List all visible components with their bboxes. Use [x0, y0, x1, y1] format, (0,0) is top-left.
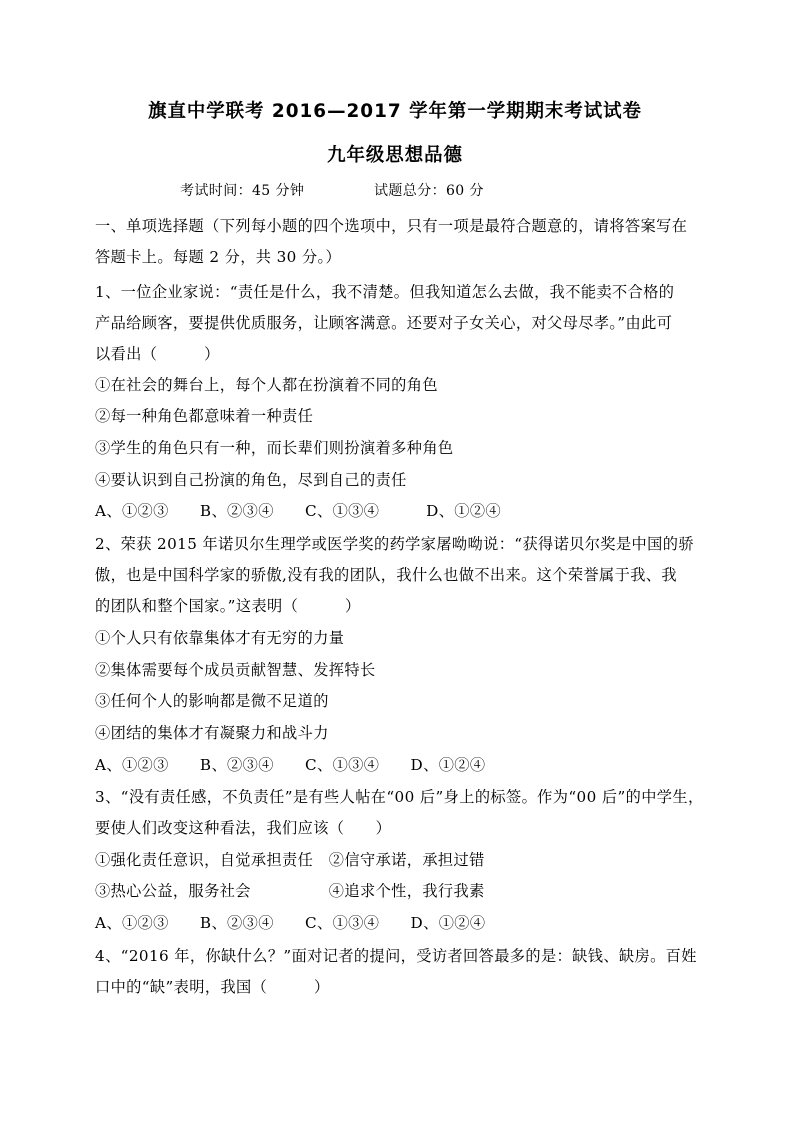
question-1-statement-4: ④要认识到自己扮演的角色，尽到自己的责任 [95, 471, 407, 489]
question-3-stem-line-2: 要使人们改变这种看法，我们应该（ ） [95, 819, 392, 837]
exam-time: 考试时间：45 分钟 [180, 183, 305, 199]
question-1-stem-line-2: 产品给顾客，要提供优质服务，让顾客满意。还要对子女关心，对父母尽孝。”由此可 [95, 314, 673, 332]
question-2-stem-line-3: 的团队和整个国家。”这表明（ ） [95, 597, 361, 615]
question-2-stem-line-2: 傲，也是中国科学家的骄傲,没有我的团队，我什么也做不出来。这个荣誉属于我、我 [95, 566, 677, 584]
question-1-options: A、①②③ B、②③④ C、①③④ D、①②④ [95, 502, 502, 520]
question-3-statements-row-1: ①强化责任意识，自觉承担责任 ②信守承诺，承担过错 [95, 851, 485, 869]
question-4-stem-line-2: 口中的“缺”表明，我国（ ） [95, 978, 330, 996]
question-3-options: A、①②③ B、②③④ C、①③④ D、①②④ [95, 914, 486, 932]
exam-title: 旗直中学联考 2016—2017 学年第一学期期末考试试卷 [148, 101, 642, 122]
question-2-stem-line-1: 2、荣获 2015 年诺贝尔生理学或医学奖的药学家屠呦呦说：“获得诺贝尔奖是中国的骄 [95, 535, 694, 553]
question-2-statement-2: ②集体需要每个成员贡献智慧、发挥特长 [95, 661, 376, 679]
question-1-statement-1: ①在社会的舞台上，每个人都在扮演着不同的角色 [95, 376, 438, 394]
question-2-statement-1: ①个人只有依靠集体才有无穷的力量 [95, 629, 345, 647]
question-4-stem-line-1: 4、“2016 年，你缺什么？”面对记者的提问，受访者回答最多的是：缺钱、缺房。百姓 [95, 947, 697, 965]
question-1-statement-3: ③学生的角色只有一种，而长辈们则扮演着多种角色 [95, 439, 454, 457]
section-instructions-line-2: 答题卡上。每题 2 分，共 30 分。） [95, 248, 342, 266]
question-1-stem-line-1: 1、一位企业家说：“责任是什么，我不清楚。但我知道怎么去做，我不能卖不合格的 [95, 283, 675, 301]
exam-total-score: 试题总分：60 分 [374, 183, 484, 199]
question-1-stem-line-3: 以看出（ ） [95, 345, 220, 363]
question-3-stem-line-1: 3、“没有责任感，不负责任”是有些人帖在“00 后”身上的标签。作为“00 后”的中学生， [95, 788, 704, 806]
question-2-options: A、①②③ B、②③④ C、①③④ D、①②④ [95, 756, 486, 774]
question-1-statement-2: ②每一种角色都意味着一种责任 [95, 407, 314, 425]
section-instructions-line-1: 一、单项选择题（下列每小题的四个选项中，只有一项是最符合题意的，请将答案写在 [95, 217, 688, 235]
question-3-statements-row-2: ③热心公益，服务社会 ④追求个性，我行我素 [95, 882, 485, 900]
question-2-statement-3: ③任何个人的影响都是微不足道的 [95, 692, 329, 710]
question-2-statement-4: ④团结的集体才有凝聚力和战斗力 [95, 724, 329, 742]
exam-subject: 九年级思想品德 [327, 145, 463, 166]
